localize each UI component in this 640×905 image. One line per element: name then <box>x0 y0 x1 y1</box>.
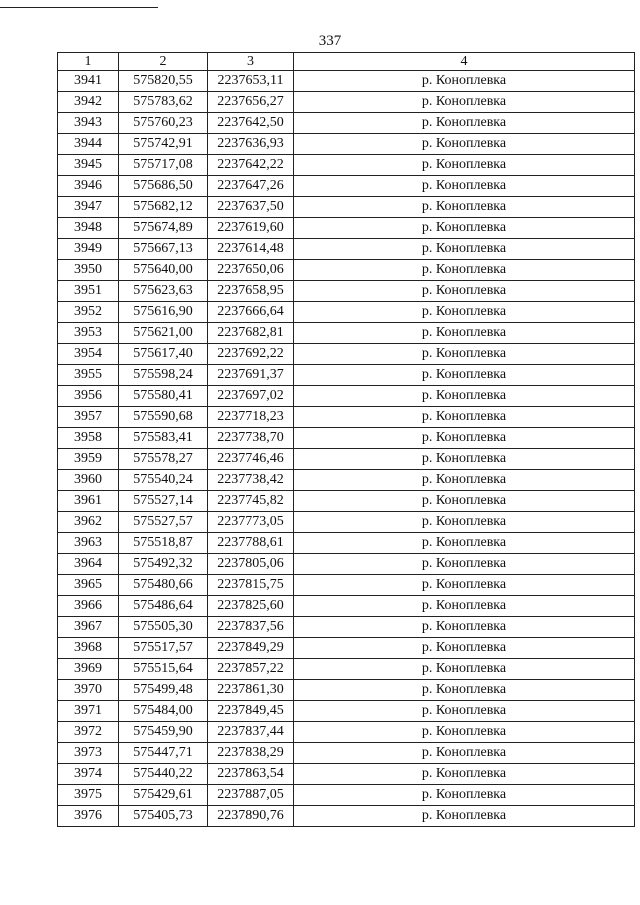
point-number-cell: 3955 <box>58 365 119 386</box>
table-row <box>58 554 635 575</box>
x-coordinate-cell: 575578,27 <box>119 449 208 470</box>
point-number-cell: 3968 <box>58 638 119 659</box>
table-row <box>58 176 635 197</box>
table-row <box>58 449 635 470</box>
table-row <box>58 323 635 344</box>
point-number-cell: 3967 <box>58 617 119 638</box>
table-row <box>58 197 635 218</box>
description-cell: р. Коноплевка <box>294 701 635 722</box>
table-row <box>58 743 635 764</box>
x-coordinate-cell: 575480,66 <box>119 575 208 596</box>
description-cell: р. Коноплевка <box>294 407 635 428</box>
point-number-cell: 3946 <box>58 176 119 197</box>
description-cell: р. Коноплевка <box>294 512 635 533</box>
table-row <box>58 386 635 407</box>
y-coordinate-cell: 2237636,93 <box>208 134 294 155</box>
x-coordinate-cell: 575616,90 <box>119 302 208 323</box>
point-number-cell: 3956 <box>58 386 119 407</box>
point-number-cell: 3971 <box>58 701 119 722</box>
table-row <box>58 701 635 722</box>
page-number: 337 <box>318 33 342 49</box>
y-coordinate-cell: 2237658,95 <box>208 281 294 302</box>
y-coordinate-cell: 2237637,50 <box>208 197 294 218</box>
description-cell: р. Коноплевка <box>294 365 635 386</box>
description-cell: р. Коноплевка <box>294 722 635 743</box>
table-row <box>58 596 635 617</box>
header-row <box>58 53 635 71</box>
x-coordinate-cell: 575440,22 <box>119 764 208 785</box>
point-number-cell: 3970 <box>58 680 119 701</box>
description-cell: р. Коноплевка <box>294 260 635 281</box>
description-cell: р. Коноплевка <box>294 638 635 659</box>
description-cell: р. Коноплевка <box>294 71 635 92</box>
top-rule <box>0 7 158 8</box>
description-cell: р. Коноплевка <box>294 239 635 260</box>
point-number-cell: 3963 <box>58 533 119 554</box>
x-coordinate-cell: 575492,32 <box>119 554 208 575</box>
table-row <box>58 680 635 701</box>
point-number-cell: 3949 <box>58 239 119 260</box>
table-row <box>58 764 635 785</box>
table-row <box>58 260 635 281</box>
coordinates-table <box>57 52 635 827</box>
y-coordinate-cell: 2237825,60 <box>208 596 294 617</box>
table-row <box>58 71 635 92</box>
table-row <box>58 659 635 680</box>
table-row <box>58 533 635 554</box>
y-coordinate-cell: 2237642,22 <box>208 155 294 176</box>
description-cell: р. Коноплевка <box>294 323 635 344</box>
y-coordinate-cell: 2237838,29 <box>208 743 294 764</box>
point-number-cell: 3966 <box>58 596 119 617</box>
y-coordinate-cell: 2237890,76 <box>208 806 294 827</box>
table-row <box>58 806 635 827</box>
column-header-2: 2 <box>119 53 208 71</box>
point-number-cell: 3957 <box>58 407 119 428</box>
description-cell: р. Коноплевка <box>294 680 635 701</box>
table-row <box>58 722 635 743</box>
table-row <box>58 512 635 533</box>
point-number-cell: 3943 <box>58 113 119 134</box>
point-number-cell: 3972 <box>58 722 119 743</box>
y-coordinate-cell: 2237849,45 <box>208 701 294 722</box>
table-row <box>58 407 635 428</box>
description-cell: р. Коноплевка <box>294 743 635 764</box>
y-coordinate-cell: 2237614,48 <box>208 239 294 260</box>
x-coordinate-cell: 575540,24 <box>119 470 208 491</box>
point-number-cell: 3954 <box>58 344 119 365</box>
point-number-cell: 3964 <box>58 554 119 575</box>
y-coordinate-cell: 2237788,61 <box>208 533 294 554</box>
x-coordinate-cell: 575667,13 <box>119 239 208 260</box>
point-number-cell: 3945 <box>58 155 119 176</box>
x-coordinate-cell: 575429,61 <box>119 785 208 806</box>
point-number-cell: 3965 <box>58 575 119 596</box>
description-cell: р. Коноплевка <box>294 785 635 806</box>
table-row <box>58 638 635 659</box>
x-coordinate-cell: 575447,71 <box>119 743 208 764</box>
x-coordinate-cell: 575617,40 <box>119 344 208 365</box>
point-number-cell: 3952 <box>58 302 119 323</box>
point-number-cell: 3947 <box>58 197 119 218</box>
point-number-cell: 3950 <box>58 260 119 281</box>
point-number-cell: 3969 <box>58 659 119 680</box>
description-cell: р. Коноплевка <box>294 92 635 113</box>
description-cell: р. Коноплевка <box>294 197 635 218</box>
table-row <box>58 617 635 638</box>
y-coordinate-cell: 2237837,56 <box>208 617 294 638</box>
table-row <box>58 134 635 155</box>
x-coordinate-cell: 575527,57 <box>119 512 208 533</box>
point-number-cell: 3961 <box>58 491 119 512</box>
x-coordinate-cell: 575760,23 <box>119 113 208 134</box>
description-cell: р. Коноплевка <box>294 491 635 512</box>
y-coordinate-cell: 2237653,11 <box>208 71 294 92</box>
point-number-cell: 3948 <box>58 218 119 239</box>
y-coordinate-cell: 2237738,42 <box>208 470 294 491</box>
point-number-cell: 3942 <box>58 92 119 113</box>
x-coordinate-cell: 575742,91 <box>119 134 208 155</box>
point-number-cell: 3975 <box>58 785 119 806</box>
point-number-cell: 3944 <box>58 134 119 155</box>
y-coordinate-cell: 2237849,29 <box>208 638 294 659</box>
description-cell: р. Коноплевка <box>294 659 635 680</box>
table-row <box>58 470 635 491</box>
x-coordinate-cell: 575499,48 <box>119 680 208 701</box>
table-row <box>58 218 635 239</box>
description-cell: р. Коноплевка <box>294 617 635 638</box>
x-coordinate-cell: 575674,89 <box>119 218 208 239</box>
y-coordinate-cell: 2237857,22 <box>208 659 294 680</box>
y-coordinate-cell: 2237746,46 <box>208 449 294 470</box>
description-cell: р. Коноплевка <box>294 386 635 407</box>
description-cell: р. Коноплевка <box>294 533 635 554</box>
table-row <box>58 344 635 365</box>
description-cell: р. Коноплевка <box>294 302 635 323</box>
x-coordinate-cell: 575484,00 <box>119 701 208 722</box>
y-coordinate-cell: 2237692,22 <box>208 344 294 365</box>
y-coordinate-cell: 2237815,75 <box>208 575 294 596</box>
point-number-cell: 3958 <box>58 428 119 449</box>
y-coordinate-cell: 2237619,60 <box>208 218 294 239</box>
description-cell: р. Коноплевка <box>294 596 635 617</box>
y-coordinate-cell: 2237666,64 <box>208 302 294 323</box>
description-cell: р. Коноплевка <box>294 155 635 176</box>
description-cell: р. Коноплевка <box>294 428 635 449</box>
y-coordinate-cell: 2237656,27 <box>208 92 294 113</box>
x-coordinate-cell: 575405,73 <box>119 806 208 827</box>
x-coordinate-cell: 575621,00 <box>119 323 208 344</box>
x-coordinate-cell: 575590,68 <box>119 407 208 428</box>
y-coordinate-cell: 2237745,82 <box>208 491 294 512</box>
y-coordinate-cell: 2237682,81 <box>208 323 294 344</box>
y-coordinate-cell: 2237863,54 <box>208 764 294 785</box>
y-coordinate-cell: 2237837,44 <box>208 722 294 743</box>
point-number-cell: 3953 <box>58 323 119 344</box>
point-number-cell: 3941 <box>58 71 119 92</box>
point-number-cell: 3974 <box>58 764 119 785</box>
y-coordinate-cell: 2237642,50 <box>208 113 294 134</box>
description-cell: р. Коноплевка <box>294 470 635 491</box>
table-row <box>58 281 635 302</box>
x-coordinate-cell: 575598,24 <box>119 365 208 386</box>
table-row <box>58 302 635 323</box>
point-number-cell: 3976 <box>58 806 119 827</box>
column-header-1: 1 <box>58 53 119 71</box>
x-coordinate-cell: 575686,50 <box>119 176 208 197</box>
x-coordinate-cell: 575527,14 <box>119 491 208 512</box>
description-cell: р. Коноплевка <box>294 134 635 155</box>
description-cell: р. Коноплевка <box>294 176 635 197</box>
table-row <box>58 92 635 113</box>
x-coordinate-cell: 575518,87 <box>119 533 208 554</box>
description-cell: р. Коноплевка <box>294 806 635 827</box>
x-coordinate-cell: 575640,00 <box>119 260 208 281</box>
description-cell: р. Коноплевка <box>294 554 635 575</box>
table-row <box>58 428 635 449</box>
point-number-cell: 3959 <box>58 449 119 470</box>
x-coordinate-cell: 575459,90 <box>119 722 208 743</box>
y-coordinate-cell: 2237718,23 <box>208 407 294 428</box>
column-header-4: 4 <box>294 53 635 71</box>
y-coordinate-cell: 2237647,26 <box>208 176 294 197</box>
x-coordinate-cell: 575505,30 <box>119 617 208 638</box>
y-coordinate-cell: 2237691,37 <box>208 365 294 386</box>
x-coordinate-cell: 575580,41 <box>119 386 208 407</box>
table-row <box>58 491 635 512</box>
description-cell: р. Коноплевка <box>294 344 635 365</box>
description-cell: р. Коноплевка <box>294 575 635 596</box>
table-row <box>58 785 635 806</box>
y-coordinate-cell: 2237887,05 <box>208 785 294 806</box>
x-coordinate-cell: 575717,08 <box>119 155 208 176</box>
point-number-cell: 3951 <box>58 281 119 302</box>
table-row <box>58 575 635 596</box>
description-cell: р. Коноплевка <box>294 449 635 470</box>
table-row <box>58 365 635 386</box>
x-coordinate-cell: 575583,41 <box>119 428 208 449</box>
point-number-cell: 3973 <box>58 743 119 764</box>
table-row <box>58 113 635 134</box>
table-row <box>58 239 635 260</box>
x-coordinate-cell: 575486,64 <box>119 596 208 617</box>
table-row <box>58 155 635 176</box>
column-header-3: 3 <box>208 53 294 71</box>
y-coordinate-cell: 2237650,06 <box>208 260 294 281</box>
y-coordinate-cell: 2237738,70 <box>208 428 294 449</box>
description-cell: р. Коноплевка <box>294 218 635 239</box>
x-coordinate-cell: 575783,62 <box>119 92 208 113</box>
x-coordinate-cell: 575515,64 <box>119 659 208 680</box>
table-body <box>58 71 635 827</box>
y-coordinate-cell: 2237861,30 <box>208 680 294 701</box>
description-cell: р. Коноплевка <box>294 281 635 302</box>
x-coordinate-cell: 575682,12 <box>119 197 208 218</box>
y-coordinate-cell: 2237697,02 <box>208 386 294 407</box>
y-coordinate-cell: 2237805,06 <box>208 554 294 575</box>
y-coordinate-cell: 2237773,05 <box>208 512 294 533</box>
description-cell: р. Коноплевка <box>294 113 635 134</box>
x-coordinate-cell: 575820,55 <box>119 71 208 92</box>
point-number-cell: 3962 <box>58 512 119 533</box>
x-coordinate-cell: 575623,63 <box>119 281 208 302</box>
description-cell: р. Коноплевка <box>294 764 635 785</box>
x-coordinate-cell: 575517,57 <box>119 638 208 659</box>
point-number-cell: 3960 <box>58 470 119 491</box>
